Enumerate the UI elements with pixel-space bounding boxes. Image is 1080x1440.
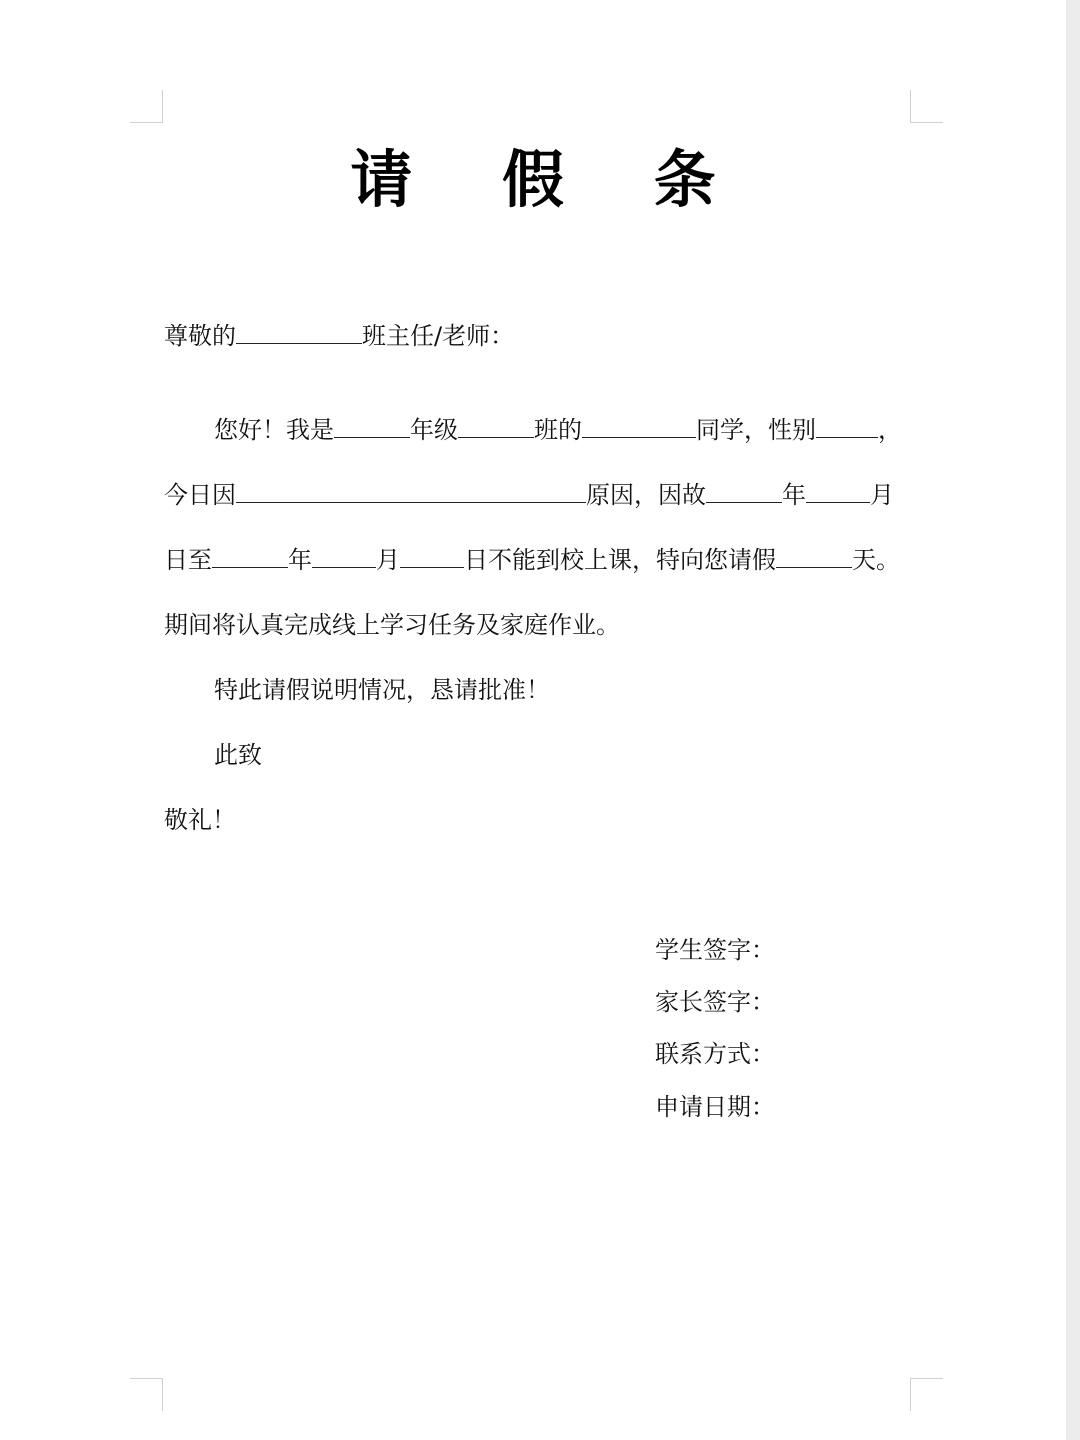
body-text: 月 bbox=[376, 546, 400, 574]
body-text: 原因，因故 bbox=[586, 481, 706, 509]
end-day-blank[interactable] bbox=[400, 543, 464, 568]
student-name-blank[interactable] bbox=[582, 413, 696, 438]
body-text: 同学，性别 bbox=[696, 416, 816, 444]
body-line-2 bbox=[164, 478, 894, 512]
salutation-line bbox=[164, 319, 514, 353]
salutation-suffix: 班主任/老师： bbox=[362, 322, 515, 350]
body-text: 您好！我是 bbox=[214, 416, 334, 444]
body-line-4: 期间将认真完成线上学习任务及家庭作业。 bbox=[164, 611, 620, 639]
reason-blank[interactable] bbox=[236, 478, 586, 503]
start-month-blank[interactable] bbox=[806, 478, 870, 503]
teacher-name-blank[interactable] bbox=[236, 319, 362, 344]
closing-line-1: 此致 bbox=[214, 741, 262, 769]
body-text: 日不能到校上课，特向您请假 bbox=[464, 546, 776, 574]
grade-blank[interactable] bbox=[334, 413, 410, 438]
body-text: 年 bbox=[288, 546, 312, 574]
margin-corner-mark-bottom-right bbox=[910, 1378, 943, 1411]
body-line-1 bbox=[214, 413, 902, 447]
body-line-3 bbox=[164, 543, 900, 577]
closing-line-2: 敬礼！ bbox=[164, 806, 236, 834]
body-text: 日至 bbox=[164, 546, 212, 574]
class-blank[interactable] bbox=[458, 413, 534, 438]
body-text: 班的 bbox=[534, 416, 582, 444]
end-month-blank[interactable] bbox=[312, 543, 376, 568]
application-date-label: 申请日期： bbox=[655, 1093, 775, 1121]
request-line: 特此请假说明情况，恳请批准！ bbox=[214, 676, 550, 704]
end-year-blank[interactable] bbox=[212, 543, 288, 568]
parent-signature-label: 家长签字： bbox=[655, 988, 775, 1016]
student-signature-label: 学生签字： bbox=[655, 936, 775, 964]
start-year-blank[interactable] bbox=[706, 478, 782, 503]
body-text: 年级 bbox=[410, 416, 458, 444]
body-text: 天。 bbox=[852, 546, 900, 574]
margin-corner-mark-top-right bbox=[910, 90, 943, 123]
body-text: ， bbox=[878, 416, 902, 444]
page-edge bbox=[1066, 0, 1080, 1440]
body-text: 今日因 bbox=[164, 481, 236, 509]
body-text: 年 bbox=[782, 481, 806, 509]
contact-label: 联系方式： bbox=[655, 1040, 775, 1068]
leave-days-blank[interactable] bbox=[776, 543, 852, 568]
document-title: 请 假 条 bbox=[350, 143, 750, 216]
margin-corner-mark-bottom-left bbox=[130, 1378, 163, 1411]
salutation-prefix: 尊敬的 bbox=[164, 322, 236, 350]
margin-corner-mark-top-left bbox=[130, 90, 163, 123]
gender-blank[interactable] bbox=[816, 413, 878, 438]
body-text: 月 bbox=[870, 481, 894, 509]
